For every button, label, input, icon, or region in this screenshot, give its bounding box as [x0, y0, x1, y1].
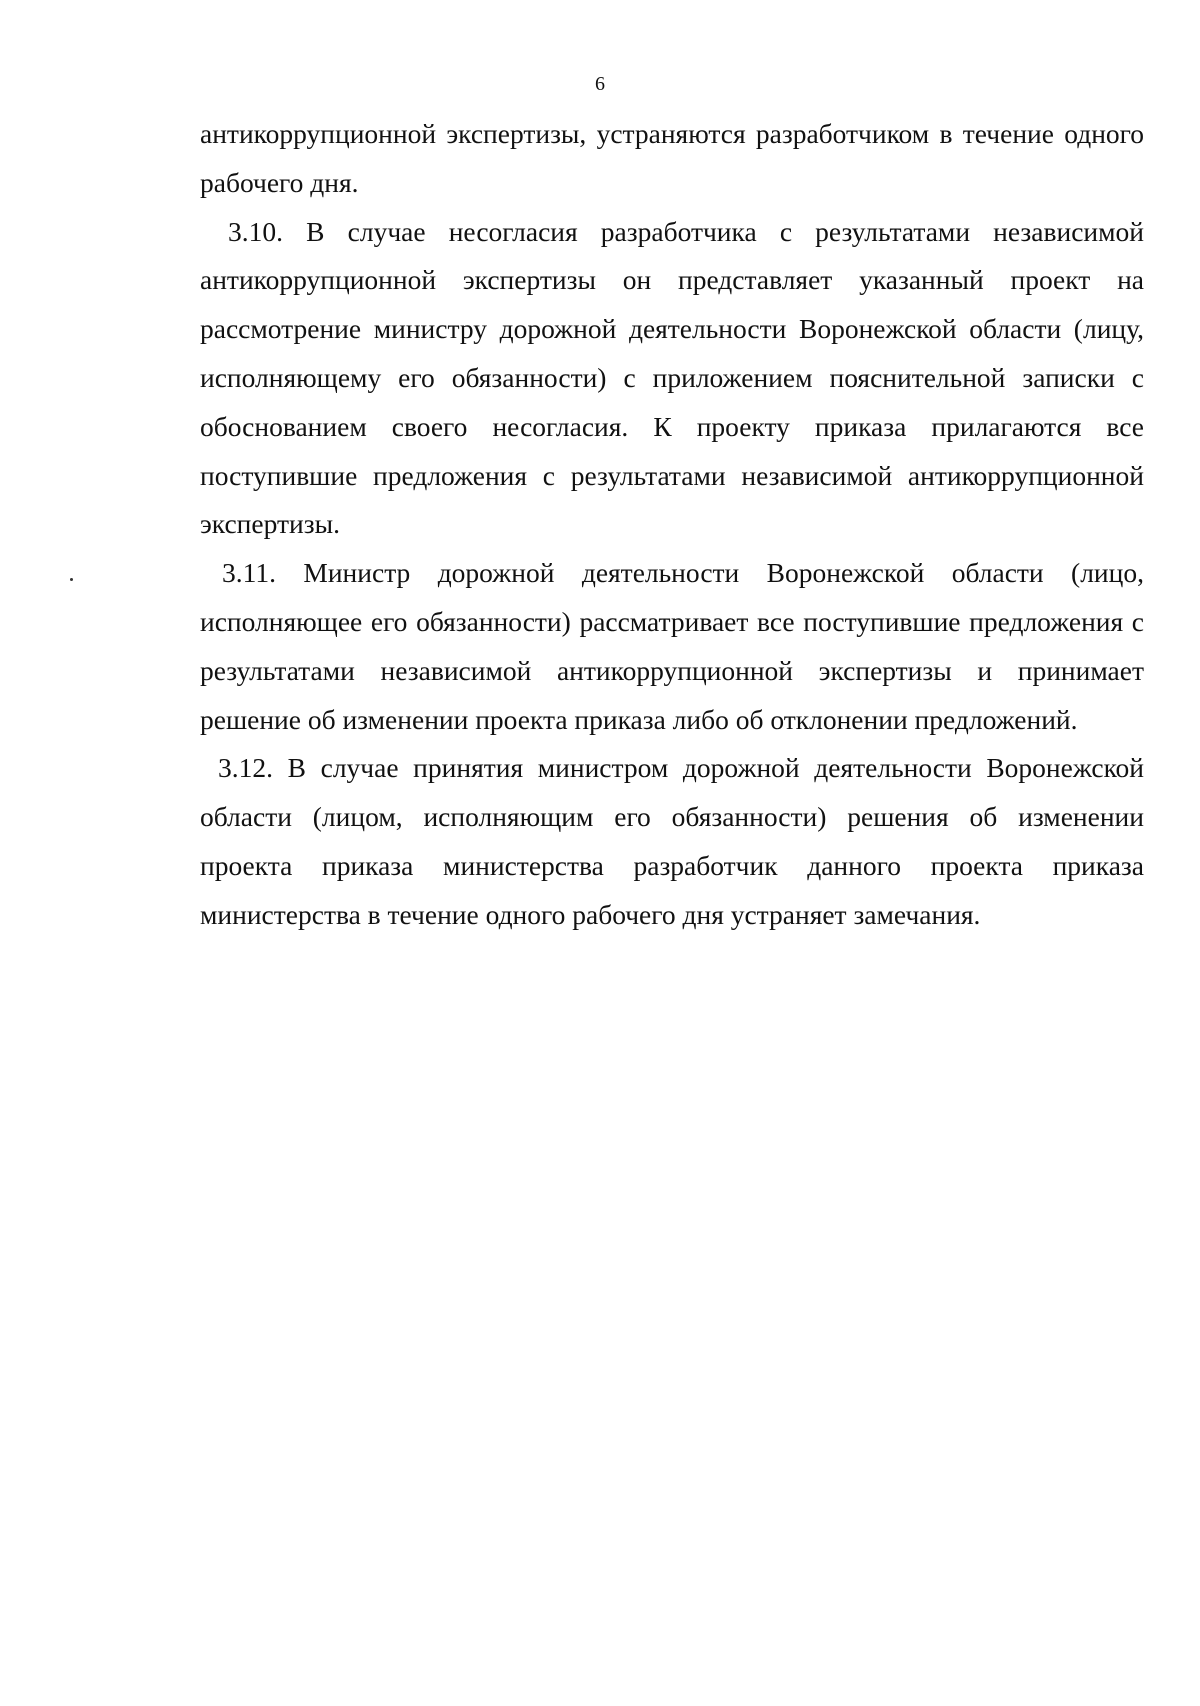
paragraph-3-10: 3.10. В случае несогласия разработчика с результатами независимой антикоррупционной экспертизы он представляет указанный проект на рассмотрение министру дорожной деятельности Воронежской области (лицу, исполняющему его обязанности) с приложением пояснительной записки с обоснованием своего несогласия. К проекту приказа прилагаются все поступившие предложения с результатами независимой антикоррупционной экспертизы. [200, 215, 1144, 540]
document-body [200, 110, 1144, 940]
scan-artifact-dot [70, 578, 73, 581]
paragraph-3-12: 3.12. В случае принятия министром дорожной деятельности Воронежской области (лицом, исполняющим его обязанности) решения об изменении проекта приказа министерства разработчик данного проекта приказа министерства в течение одного рабочего дня устраняет замечания. [200, 752, 1144, 930]
paragraph-continuation: антикоррупционной экспертизы, устраняются разработчиком в течение одного рабочего дня. [200, 118, 1144, 198]
paragraph-3-11: 3.11. Министр дорожной деятельности Воронежской области (лицо, исполняющее его обязанности) рассматривает все поступившие предложения с результатами независимой антикоррупционной экспертизы и принимает решение об изменении проекта приказа либо об отклонении предложений. [200, 557, 1144, 735]
page-number: 6 [595, 73, 605, 95]
